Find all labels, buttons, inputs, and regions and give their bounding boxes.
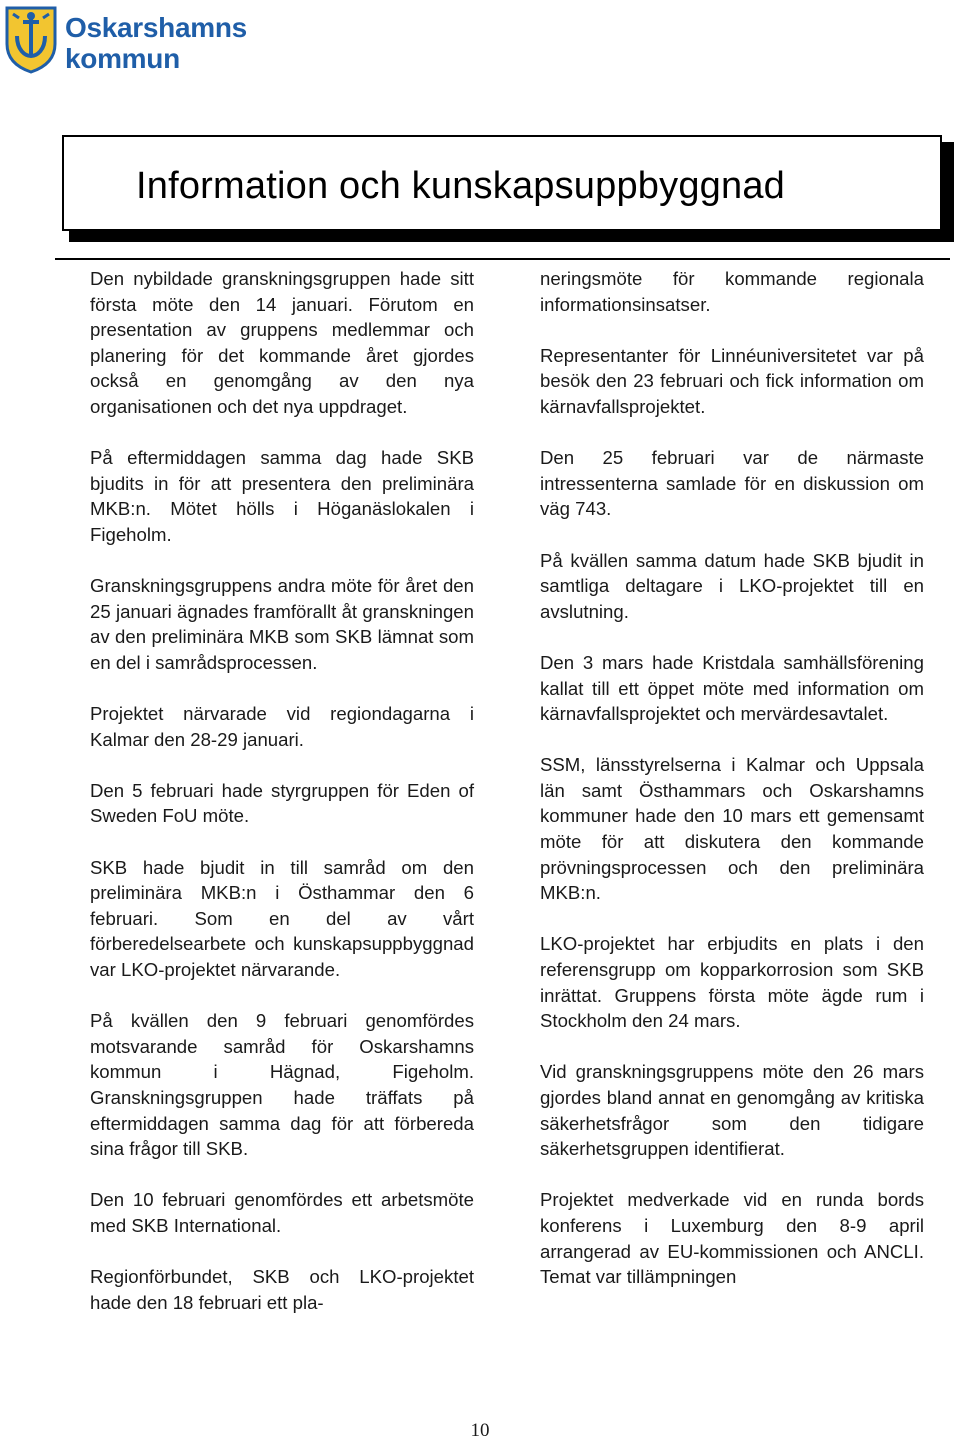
paragraph: På kvällen samma datum hade SKB bjudit in samtliga deltagare i LKO-projektet till en avslutning. — [540, 549, 924, 622]
left-column — [90, 266, 474, 1341]
page-title: Information och kunskapsuppbyggnad — [136, 165, 786, 207]
logo-line-2: kommun — [65, 43, 180, 74]
logo-line-1: Oskarshamns — [65, 12, 247, 43]
paragraph: Den nybildade granskningsgruppen hade sitt första möte den 14 januari. Förutom en presentation av gruppens medlemmar och planering för det kommande året gjordes också en genomgång av den nya organisationen och det nya uppdraget. — [90, 268, 474, 417]
paragraph: Projektet närvarade vid regiondagarna i Kalmar den 28-29 januari. — [90, 703, 474, 750]
paragraph: Regionförbundet, SKB och LKO-projektet hade den 18 februari ett pla- — [90, 1266, 474, 1313]
paragraph: Den 10 februari genomfördes ett arbetsmöte med SKB International. — [90, 1189, 474, 1236]
paragraph: LKO-projektet har erbjudits en plats i den referensgrupp om kopparkorrosion som SKB inrättat. Gruppens första möte ägde rum i Stockholm den 24 mars. — [540, 933, 924, 1032]
paragraph: Vid granskningsgruppens möte den 26 mars gjordes bland annat en genomgång av kritiska säkerhetsfrågor som den tidigare säkerhetsgruppen identifierat. — [540, 1061, 924, 1160]
paragraph: Den 25 februari var de närmaste intressenterna samlade för en diskussion om väg 743. — [540, 447, 924, 520]
title-box — [62, 135, 942, 231]
paragraph: På eftermiddagen samma dag hade SKB bjudits in för att presentera den preliminära MKB:n. Mötet hölls i Höganäslokalen i Figeholm. — [90, 447, 474, 545]
paragraph: Granskningsgruppens andra möte för året den 25 januari ägnades framförallt åt granskningen av den preliminära MKB som SKB lämnat som en del i samrådsprocessen. — [90, 575, 474, 673]
logo-text — [65, 12, 247, 74]
paragraph: Representanter för Linnéuniversitetet var på besök den 23 februari och fick information om kärnavfallsprojektet. — [540, 344, 924, 417]
paragraph: SSM, länsstyrelserna i Kalmar och Uppsala län samt Östhammars och Oskarshamns kommuner hade den 10 mars ett gemensamt möte för att diskutera den kommande prövningsprocessen och den preliminära MKB:n. — [540, 754, 924, 904]
paragraph: Den 5 februari hade styrgruppen för Eden of Sweden FoU möte. — [90, 779, 474, 827]
coat-of-arms-icon — [5, 6, 57, 74]
paragraph: Projektet medverkade vid en runda bords konferens i Luxemburg den 8-9 april arrangerad av EU-kommissionen och ANCLI. Temat var tillämpningen — [540, 1189, 924, 1288]
title-rule — [55, 258, 950, 260]
page-number: 10 — [470, 1420, 490, 1441]
right-column — [540, 266, 924, 1315]
oskarshamns-kommun-logo — [5, 6, 265, 78]
paragraph: SKB hade bjudit in till samråd om den preliminära MKB:n i Östhammar den 6 februari. Som en del av vårt förberedelsearbete och kunskapsuppbyggnad var LKO-projektet närvarande. — [90, 856, 474, 981]
paragraph: Den 3 mars hade Kristdala samhällsförening kallat till ett öppet möte med information om kärnavfallsprojektet och mervärdesavtalet. — [540, 651, 924, 725]
paragraph: På kvällen den 9 februari genomfördes motsvarande samråd för Oskarshamns kommun i Hägnad, Figeholm. Granskningsgruppen hade träffats på eftermiddagen samma dag för att förbereda sina frågor till SKB. — [90, 1010, 474, 1160]
paragraph-continued: neringsmöte för kommande regionala informationsinsatser. — [540, 268, 924, 315]
